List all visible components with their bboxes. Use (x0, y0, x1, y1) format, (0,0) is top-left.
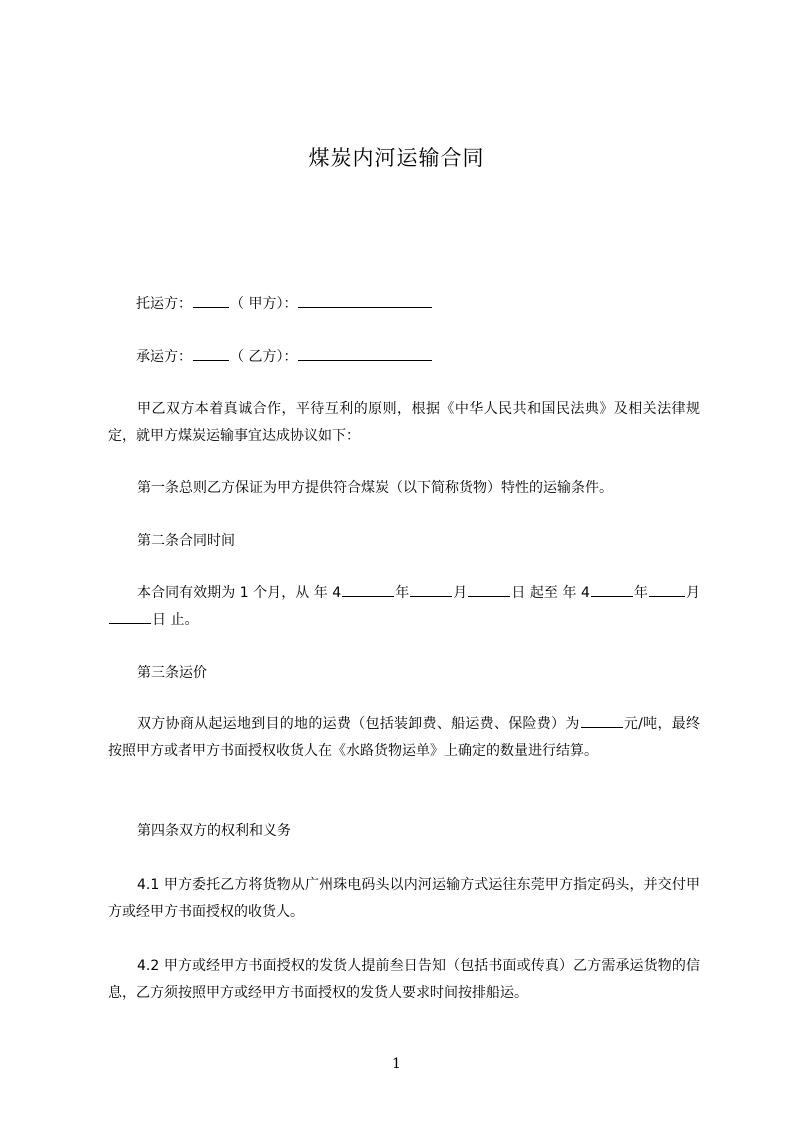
article-3-text (108, 711, 700, 765)
article-3-text-end: 元/吨，最终按照甲方或者甲方书面授权收货人在《水路货物运单》上确定的数量进行结算。 (108, 716, 701, 759)
blank-month-2 (649, 582, 685, 597)
blank-day-1 (468, 582, 510, 597)
clause-4-1: 4.1 甲方委托乙方将货物从广州珠电码头以内河运输方式运往东莞甲方指定码头，并交付甲方或经甲方书面授权的收货人。 (108, 877, 700, 920)
carrier-party-blank (298, 346, 432, 361)
blank-price (581, 713, 623, 728)
month-label-2: 月 (685, 585, 701, 601)
carrier-party: 乙方 (248, 349, 277, 365)
article-4-heading: 第四条双方的权利和义务 (137, 823, 291, 839)
blank-year-1 (342, 582, 394, 597)
year-label-2: 年 (633, 585, 648, 601)
shipper-label: 托运方： (136, 296, 192, 312)
article-2-text-end: 日 止。 (152, 612, 199, 628)
intro-paragraph: 甲乙双方本着真诚合作，平待互利的原则，根据《中华人民共和国民法典》及相关法律规定，就甲方煤炭运输事宜达成协议如下： (108, 401, 700, 444)
blank-year-2 (591, 582, 633, 597)
carrier-name-blank (193, 346, 229, 361)
month-label-1: 月 (453, 585, 468, 601)
carrier-line: 承运方： （ 乙方）： (136, 346, 433, 366)
day-label-1: 日 起至 年 4 (511, 585, 590, 601)
contract-title: 煤炭内河运输合同 (308, 146, 485, 170)
page-number: 1 (392, 1056, 401, 1072)
carrier-label: 承运方： (136, 349, 192, 365)
article-3-text-start: 双方协商从起运地到目的地的运费（包括装卸费、船运费、保险费）为 (137, 716, 580, 732)
shipper-line: 托运方： （ 甲方）： (136, 293, 433, 313)
year-label-1: 年 (395, 585, 410, 601)
article-3-heading: 第三条运价 (137, 665, 207, 681)
shipper-name-blank (193, 293, 229, 308)
shipper-party-blank (298, 293, 432, 308)
clause-4-2: 4.2 甲方或经甲方书面授权的发货人提前叁日告知（包括书面或传真）乙方需承运货物的信息，乙方须按照甲方或经甲方书面授权的发货人要求时间按排船运。 (108, 958, 700, 1001)
blank-month-1 (410, 582, 452, 597)
article-2-text-start: 本合同有效期为 1 个月，从 年 4 (137, 585, 342, 601)
blank-day-2 (109, 609, 151, 624)
article-1: 第一条总则乙方保证为甲方提供符合煤炭（以下简称货物）特性的运输条件。 (137, 480, 613, 496)
article-2-text (108, 580, 700, 634)
article-2-heading: 第二条合同时间 (137, 533, 235, 549)
shipper-party: 甲方 (248, 296, 277, 312)
